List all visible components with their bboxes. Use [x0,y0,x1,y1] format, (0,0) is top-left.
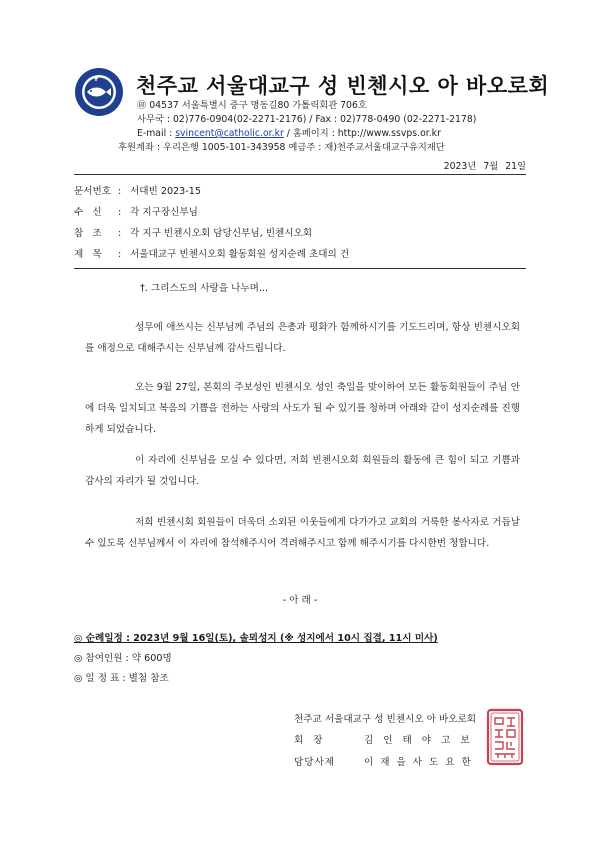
paragraph-3: 이 자리에 신부님을 모실 수 있다면, 저희 빈첸시오회 회원들의 활동에 큰 힘이 되고 기쁨과 감사의 자리가 될 것입니다. [85,455,520,487]
priest-name: 이재을사도요한 [364,757,478,768]
email-link[interactable]: svincent@catholic.or.kr [175,128,284,139]
meta-label: 문서번호 [74,186,112,197]
bank-account: 후원계좌 : 우리은행 1005-101-343958 예금주 : 재)천주교서울대교구유지재단 [118,142,445,153]
meta-colon: : [118,186,122,197]
society-logo-icon [74,67,124,117]
meta-subject [74,246,349,260]
president-name: 김인태야고보 [364,735,480,746]
meta-label: 제 목 [74,249,102,260]
contact-line [137,125,441,139]
meta-label: 수 신 [74,207,102,218]
email-label: E-mail : [137,128,176,139]
greeting: †. 그리스도의 사랑을 나누며... [140,283,269,294]
office-phone: 사무국 : 02)776-0904(02-2271-2176) / Fax : 02)778-0490 (02-2271-2178) [137,114,477,125]
itinerary-item: ◎ 일 정 표 : 별첨 참조 [74,673,169,684]
date-month: 7월 [483,161,499,172]
signature-president [294,732,480,746]
section-heading: - 아 래 - [282,595,318,606]
official-seal-icon [486,708,524,766]
meta-value: 각 지구장신부님 [130,207,198,218]
paragraph-2: 오는 9월 27일, 본회의 주보성인 빈첸시오 성인 축일을 맞이하여 모든 활동회원들이 주님 안에 더욱 일치되고 복음의 기쁨을 전하는 사랑의 사도가 될 수 있기를 청하며 아래와 같이 성지순례를 진행하게 되었습니다. [85,382,520,435]
meta-value: 각 지구 빈첸시오회 담당신부님, 빈첸시오회 [130,228,313,239]
divider-bottom [74,268,526,269]
paragraph-4: 저희 빈첸시회 회원들이 더욱더 소외된 이웃들에게 다가가고 교회의 거룩한 봉사자로 거듭날 수 있도록 신부님께서 이 자리에 참석해주시어 격려해주시고 함께 해주시기를 다시한번 청합니다. [85,517,520,549]
meta-label: 참 조 [74,228,102,239]
date-year: 2023년 [443,161,477,172]
meta-colon: : [118,207,122,218]
signature-priest [294,754,478,768]
paragraph-1: 성무에 애쓰시는 신부님께 주님의 은총과 평화가 함께하시기를 기도드리며, 항상 빈첸시오회를 애정으로 대해주시는 신부님께 감사드립니다. [85,322,520,354]
meta-reference [74,225,312,239]
meta-colon: : [118,228,122,239]
date-day: 21일 [505,161,526,172]
meta-recipient [74,204,198,218]
priest-title: 담당사제 [294,757,336,768]
president-title: 회장 [294,735,333,746]
meta-colon: : [118,249,122,260]
meta-doc-no [74,183,201,197]
homepage: / 홈페이지 : http://www.ssvps.or.kr [283,128,441,139]
attendees-item: ◎ 참여인원 : 약 600명 [74,653,172,664]
address: ㊞ 04537 서울특별시 중구 명동길80 가톨릭회관 706호 [137,100,367,111]
document-date [440,158,526,172]
signature-org: 천주교 서울대교구 성 빈첸시오 아 바오로회 [294,714,477,725]
schedule-item: ◎ 순례일정 : 2023년 9월 16일(토), 솔뫼성지 (※ 성지에서 10시 집결, 11시 미사) [74,633,438,644]
meta-value: 서울대교구 빈첸시오회 활동회원 성지순례 초대의 건 [130,249,350,260]
meta-value: 서대빈 2023-15 [130,186,201,197]
divider-top [74,174,526,175]
org-title: 천주교 서울대교구 성 빈첸시오 아 바오로회 [136,73,550,98]
